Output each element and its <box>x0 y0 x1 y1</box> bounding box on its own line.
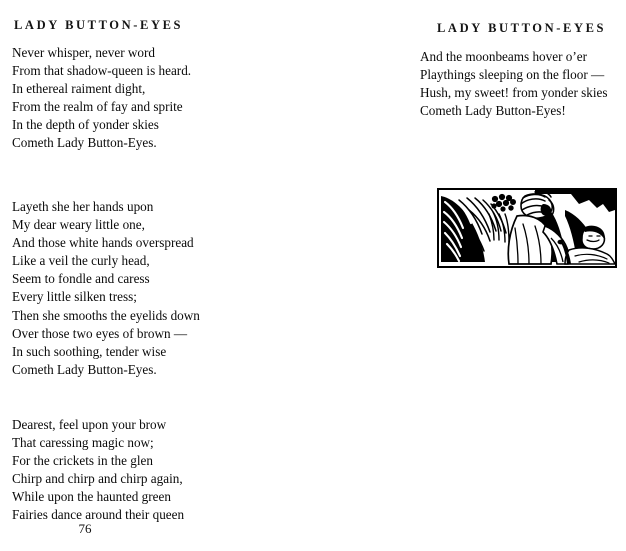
poem-line: Playthings sleeping on the floor — <box>420 67 605 83</box>
poem-line: From the realm of fay and sprite <box>12 99 183 115</box>
poem-line: While upon the haunted green <box>12 489 171 505</box>
poem-line: My dear weary little one, <box>12 217 145 233</box>
poem-line: Every little silken tress; <box>12 289 137 305</box>
poem-stanza <box>12 416 184 525</box>
poem-line: Dearest, feel upon your brow <box>12 417 167 432</box>
poem-line: That caressing magic now; <box>12 435 154 451</box>
poem-line: Over those two eyes of brown — <box>12 325 188 341</box>
illustration-frame <box>437 188 617 268</box>
poem-stanza <box>12 198 200 379</box>
poem-line: Like a veil the curly head, <box>12 253 150 269</box>
angel-and-child-woodcut <box>439 190 615 266</box>
poem-line: Seem to fondle and caress <box>12 271 150 287</box>
poem-line: Cometh Lady Button-Eyes! <box>420 103 566 119</box>
poem-line: Chirp and chirp and chirp again, <box>12 471 183 487</box>
poem-line: And the moonbeams hover o’er <box>420 49 587 64</box>
running-head-recto: LADY BUTTON-EYES <box>437 21 607 35</box>
poem-line: In the depth of yonder skies <box>12 117 159 133</box>
poem-line: For the crickets in the glen <box>12 453 153 469</box>
poem-line: Cometh Lady Button-Eyes. <box>12 361 157 377</box>
poem-line: Hush, my sweet! from yonder skies <box>420 85 608 101</box>
poem-line: Cometh Lady Button-Eyes. <box>12 135 157 151</box>
poem-stanza <box>12 44 191 153</box>
page-number: 76 <box>78 521 92 536</box>
poem-stanza <box>420 48 608 120</box>
poem-line: Fairies dance around their queen <box>12 507 185 523</box>
poem-line: And those white hands overspread <box>12 235 194 251</box>
poem-line: Never whisper, never word <box>12 45 156 60</box>
poem-line: Then she smooths the eyelids down <box>12 307 200 323</box>
poem-line: From that shadow-queen is heard. <box>12 63 192 79</box>
poem-line: In ethereal raiment dight, <box>12 81 146 97</box>
poem-line: In such soothing, tender wise <box>12 343 167 359</box>
poem-line: Layeth she her hands upon <box>12 199 154 214</box>
running-head-verso: LADY BUTTON-EYES <box>14 18 184 32</box>
